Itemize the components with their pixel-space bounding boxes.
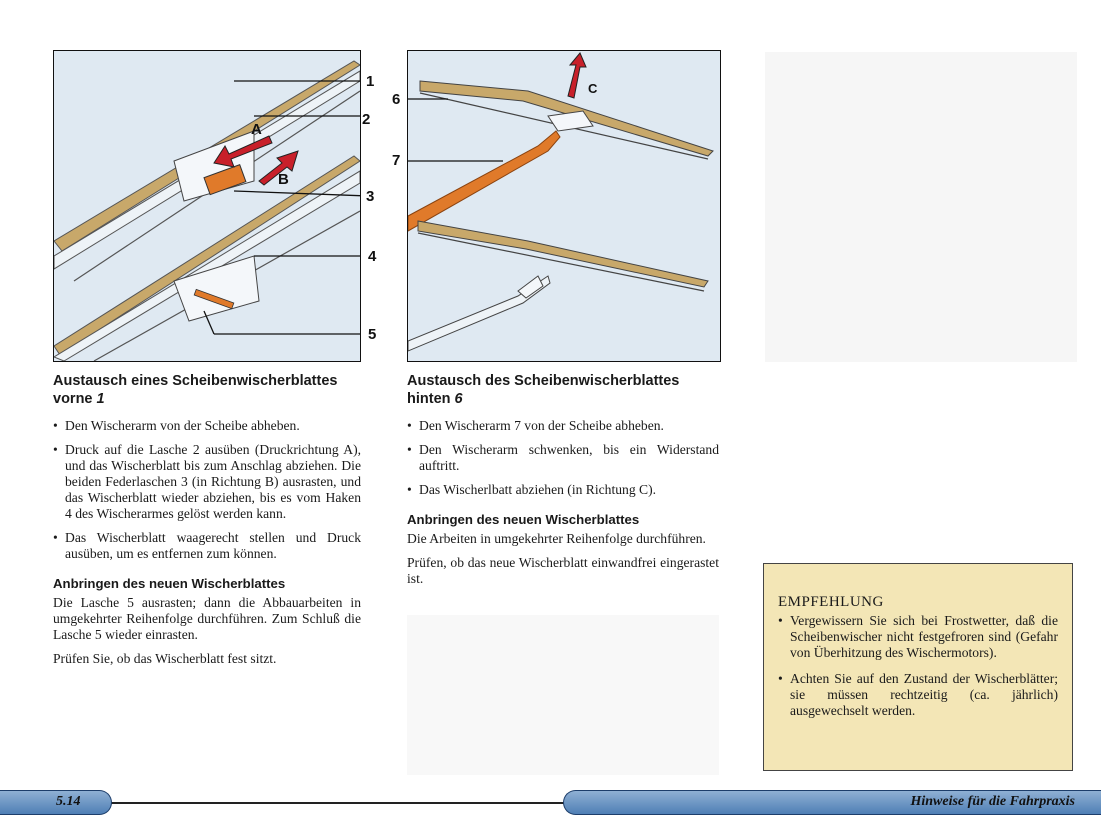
rear-wiper-illustration [408, 51, 720, 361]
list-item: • Vergewissern Sie sich bei Frostwetter, daß die Scheibenwischer nicht festgefroren sind (Gefahr von Überhitzung des Wischermotors). [778, 613, 1058, 661]
show-through-shade [765, 52, 1077, 362]
list-item: • Achten Sie auf den Zustand der Wischerblätter; sie müssen rechtzeitig (ca. jährlich) ausgewechselt werden. [778, 671, 1058, 719]
paragraph: Prüfen Sie, ob das Wischerblatt fest sitzt. [53, 651, 277, 666]
list-item: • Den Wischerarm schwenken, bis ein Widerstand auftritt. [407, 442, 719, 474]
paragraph: Die Arbeiten in umgekehrter Reihenfolge durchführen. [407, 531, 706, 546]
caption-ref: 1 [96, 391, 105, 407]
recommendation-box [763, 563, 1073, 771]
label-a: A [251, 121, 262, 138]
callout-4: 4 [368, 248, 377, 265]
callout-1: 1 [366, 73, 375, 90]
section-heading: Anbringen des neuen Wischerblattes [53, 576, 286, 591]
front-wiper-instructions [53, 372, 361, 675]
recommendation-title: EMPFEHLUNG [778, 594, 884, 610]
caption-text: Austausch des Scheibenwischerblattes hinten [407, 373, 680, 407]
list-item: • Druck auf die Lasche 2 ausüben (Druckrichtung A), und das Wischerblatt bis zum Anschlag abziehen. Die beiden Federlaschen 3 (in Richtung B) ausrasten, und das Wischerblatt wieder abziehen, bis es vom Haken 4 des Wischerarmes gelöst werden kann. [53, 442, 361, 522]
show-through-shade [407, 615, 719, 775]
rear-wiper-steps [407, 418, 719, 498]
paragraph: Die Lasche 5 ausrasten; dann die Abbauarbeiten in umgekehrter Reihenfolge durchführen. Zum Schluß die Lasche 5 wieder einrasten. [53, 595, 361, 642]
front-wiper-figure [53, 50, 377, 362]
page-number: 5.14 [56, 794, 81, 809]
callout-5: 5 [368, 326, 377, 343]
rear-wiper-caption [407, 372, 719, 408]
callout-3: 3 [366, 188, 375, 205]
rear-wiper-instructions [407, 372, 719, 595]
page-number-tab [0, 790, 112, 815]
callout-2: 2 [362, 111, 371, 128]
caption-ref: 6 [454, 391, 463, 407]
list-item: • Den Wischerarm 7 von der Scheibe abheben. [407, 418, 719, 434]
callout-6: 6 [392, 91, 401, 108]
front-wiper-illustration [54, 51, 360, 361]
rear-wiper-figure [392, 50, 721, 362]
list-item: • Den Wischerarm von der Scheibe abheben. [53, 418, 361, 434]
paragraph: Prüfen, ob das neue Wischerblatt einwandfrei eingerastet ist. [407, 555, 719, 586]
list-item: • Das Wischerlbatt abziehen (in Richtung C). [407, 482, 719, 498]
front-wiper-steps [53, 418, 361, 562]
label-b: B [278, 171, 289, 188]
caption-text: Austausch eines Scheibenwischerblattes vorne [53, 373, 338, 407]
front-wiper-caption [53, 372, 361, 408]
callout-7: 7 [392, 152, 401, 169]
section-title: Hinweise für die Fahrpraxis [910, 794, 1075, 809]
list-item: • Das Wischerblatt waagerecht stellen und Druck ausüben, um es entfernen zum können. [53, 530, 361, 562]
recommendation-list [778, 613, 1058, 719]
footer-rule [110, 802, 565, 804]
label-c: C [588, 81, 598, 96]
section-heading: Anbringen des neuen Wischerblattes [407, 512, 640, 527]
section-title-tab [563, 790, 1101, 815]
